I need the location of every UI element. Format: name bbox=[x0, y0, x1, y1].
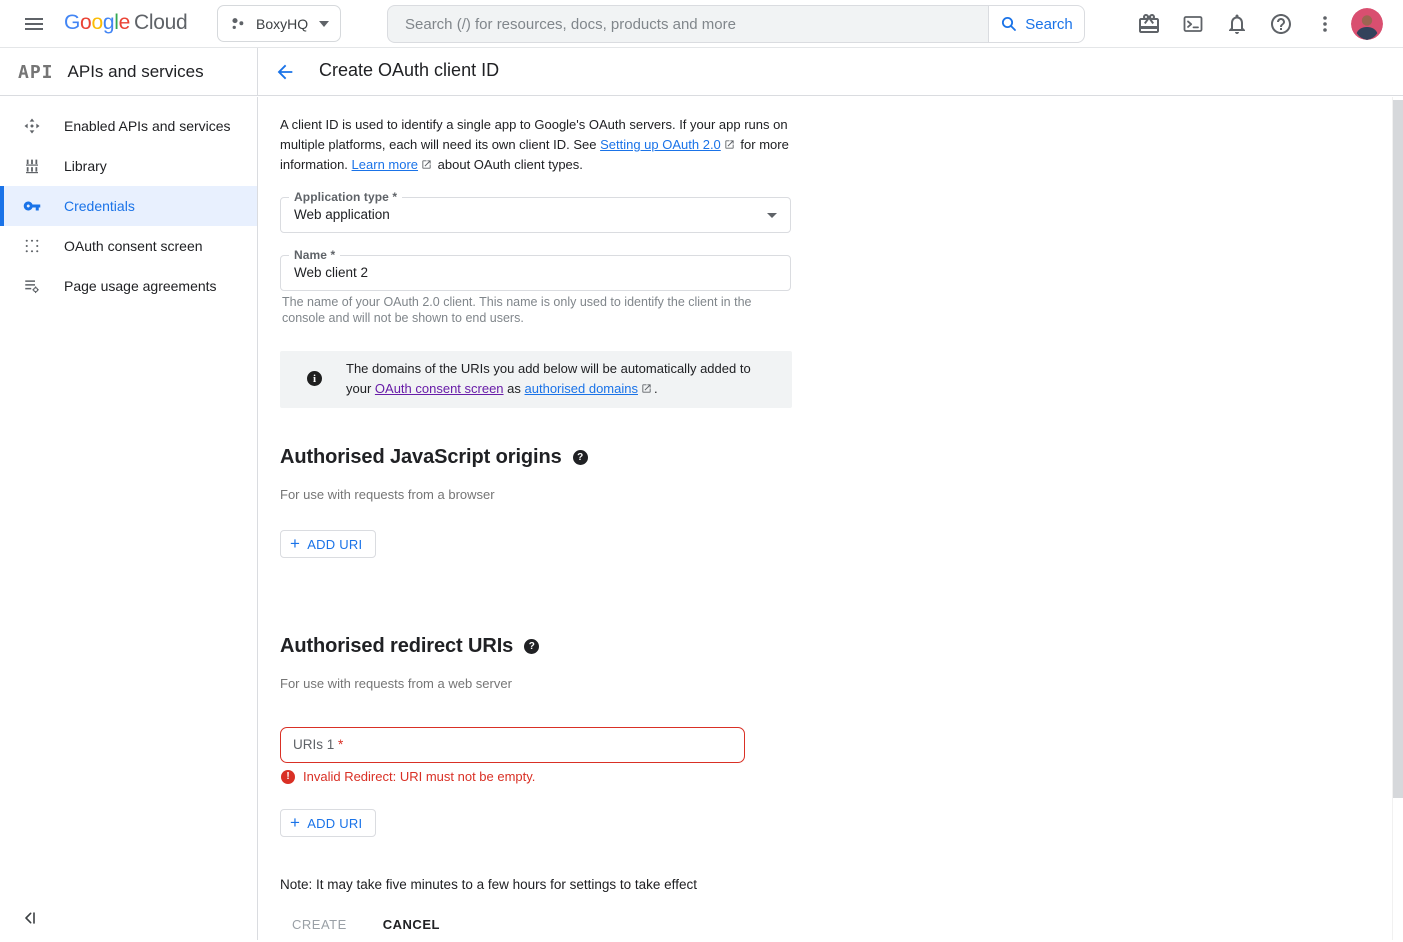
enabled-apis-icon bbox=[23, 117, 41, 135]
setting-up-oauth-link[interactable]: Setting up OAuth 2.0 bbox=[600, 137, 721, 152]
logo-letter: g bbox=[102, 11, 115, 34]
sidebar-item-library[interactable] bbox=[0, 146, 257, 186]
menu-icon[interactable] bbox=[22, 12, 46, 36]
logo-letter: l bbox=[114, 11, 119, 34]
form-actions bbox=[280, 907, 452, 942]
uri-error-message bbox=[281, 769, 535, 784]
external-link-icon bbox=[641, 383, 652, 394]
external-link-icon bbox=[724, 139, 735, 150]
main-content bbox=[259, 97, 1392, 940]
product-title: APIs and services bbox=[67, 62, 204, 81]
search-button[interactable] bbox=[988, 5, 1085, 43]
info-box bbox=[280, 351, 792, 408]
plus-icon: + bbox=[290, 534, 301, 553]
application-type-label: Application type * bbox=[289, 190, 402, 204]
sidebar-item-label: Credentials bbox=[64, 198, 135, 214]
js-origins-subtitle: For use with requests from a browser bbox=[280, 487, 495, 502]
help-icon[interactable] bbox=[1269, 12, 1293, 36]
agreements-icon bbox=[23, 277, 41, 295]
search-bar bbox=[387, 5, 1085, 43]
info-segment: as bbox=[503, 381, 525, 396]
sidebar-item-label: Library bbox=[64, 158, 107, 174]
sidebar-item-label: Enabled APIs and services bbox=[64, 118, 231, 134]
logo-letter: o bbox=[91, 11, 103, 34]
settings-note: Note: It may take five minutes to a few hours for settings to take effect bbox=[280, 877, 697, 892]
top-bar bbox=[0, 0, 1403, 48]
js-origins-heading bbox=[280, 446, 588, 469]
intro-segment: about OAuth client types. bbox=[434, 157, 583, 172]
create-button[interactable]: CREATE bbox=[280, 907, 359, 942]
application-type-value: Web application bbox=[294, 207, 390, 222]
info-icon: i bbox=[307, 371, 322, 386]
project-name: BoxyHQ bbox=[256, 15, 309, 32]
info-segment: The domains of the URIs you add below will be automatically added to your bbox=[346, 361, 751, 396]
error-icon: ! bbox=[281, 770, 295, 784]
application-type-select[interactable] bbox=[280, 190, 791, 233]
intro-segment: for more information. bbox=[280, 137, 789, 172]
scrollbar-thumb[interactable] bbox=[1393, 100, 1403, 798]
help-circle-icon[interactable]: ? bbox=[573, 450, 588, 465]
uri-field-label bbox=[293, 728, 343, 762]
gift-icon[interactable] bbox=[1137, 12, 1161, 36]
key-icon bbox=[23, 197, 41, 215]
scrollbar-track bbox=[1392, 97, 1403, 940]
redirect-uris-title: Authorised redirect URIs bbox=[280, 635, 514, 657]
logo-letter: o bbox=[80, 11, 92, 34]
sidebar-item-page-usage-agreements[interactable] bbox=[0, 266, 257, 306]
add-uri-button-redirect[interactable] bbox=[280, 809, 376, 837]
chevron-down-icon bbox=[767, 213, 777, 218]
sidebar-item-enabled-apis[interactable] bbox=[0, 106, 257, 146]
intro-segment: A client ID is used to identify a single app to Google's OAuth servers. If your app runs on multiple platforms, each will need its own client ID. See bbox=[280, 117, 788, 152]
sidebar-item-label: Page usage agreements bbox=[64, 278, 217, 294]
info-box-text bbox=[346, 359, 778, 399]
page-title: Create OAuth client ID bbox=[319, 60, 500, 80]
sidebar-item-oauth-consent[interactable] bbox=[0, 226, 257, 266]
external-link-icon bbox=[421, 159, 432, 170]
chevron-down-icon bbox=[319, 21, 329, 27]
logo-letter: G bbox=[64, 11, 81, 34]
name-label: Name * bbox=[289, 248, 340, 262]
back-arrow-icon[interactable] bbox=[274, 61, 296, 83]
sidebar-item-credentials[interactable] bbox=[0, 186, 257, 226]
search-button-label: Search bbox=[1025, 15, 1073, 33]
project-selector[interactable] bbox=[217, 5, 341, 42]
library-icon bbox=[23, 157, 41, 175]
oauth-consent-screen-link[interactable]: OAuth consent screen bbox=[374, 381, 504, 396]
more-vert-icon[interactable] bbox=[1317, 12, 1333, 36]
help-circle-icon[interactable]: ? bbox=[524, 639, 539, 654]
search-input[interactable] bbox=[387, 5, 988, 43]
learn-more-link[interactable]: Learn more bbox=[351, 157, 419, 172]
add-uri-button-origins[interactable] bbox=[280, 530, 376, 558]
add-uri-label: ADD URI bbox=[307, 815, 363, 831]
name-value: Web client 2 bbox=[294, 265, 369, 280]
js-origins-title: Authorised JavaScript origins bbox=[280, 446, 562, 468]
sidebar-item-label: OAuth consent screen bbox=[64, 238, 203, 254]
add-uri-label: ADD URI bbox=[307, 536, 363, 552]
name-helper-text: The name of your OAuth 2.0 client. This name is only used to identify the client in the console and will not be shown to end users. bbox=[282, 295, 752, 325]
uri-input-field[interactable] bbox=[280, 727, 745, 763]
name-field[interactable] bbox=[280, 248, 791, 291]
error-text: Invalid Redirect: URI must not be empty. bbox=[303, 769, 536, 784]
info-segment: . bbox=[653, 381, 658, 396]
required-asterisk: * bbox=[338, 737, 344, 752]
redirect-uris-subtitle: For use with requests from a web server bbox=[280, 676, 512, 691]
sidebar-nav bbox=[0, 97, 258, 940]
plus-icon: + bbox=[290, 813, 301, 832]
logo-letter: e bbox=[118, 11, 130, 34]
cloud-shell-icon[interactable] bbox=[1181, 12, 1205, 36]
authorised-domains-link[interactable]: authorised domains bbox=[524, 381, 638, 396]
uri-field-label-text: URIs 1 bbox=[293, 737, 335, 752]
search-icon bbox=[1000, 15, 1018, 33]
consent-screen-icon bbox=[23, 237, 41, 255]
cancel-button[interactable]: CANCEL bbox=[371, 907, 452, 942]
logo-cloud-text: Cloud bbox=[133, 11, 188, 34]
project-icon bbox=[229, 15, 247, 33]
redirect-uris-heading bbox=[280, 635, 539, 658]
page-header bbox=[0, 48, 1403, 96]
intro-text bbox=[280, 115, 792, 175]
notifications-icon[interactable] bbox=[1225, 12, 1249, 36]
api-logo: API bbox=[18, 61, 54, 83]
product-header bbox=[0, 48, 258, 96]
collapse-sidebar-icon[interactable] bbox=[22, 910, 40, 928]
google-cloud-logo[interactable] bbox=[64, 11, 187, 35]
avatar[interactable] bbox=[1351, 8, 1383, 40]
